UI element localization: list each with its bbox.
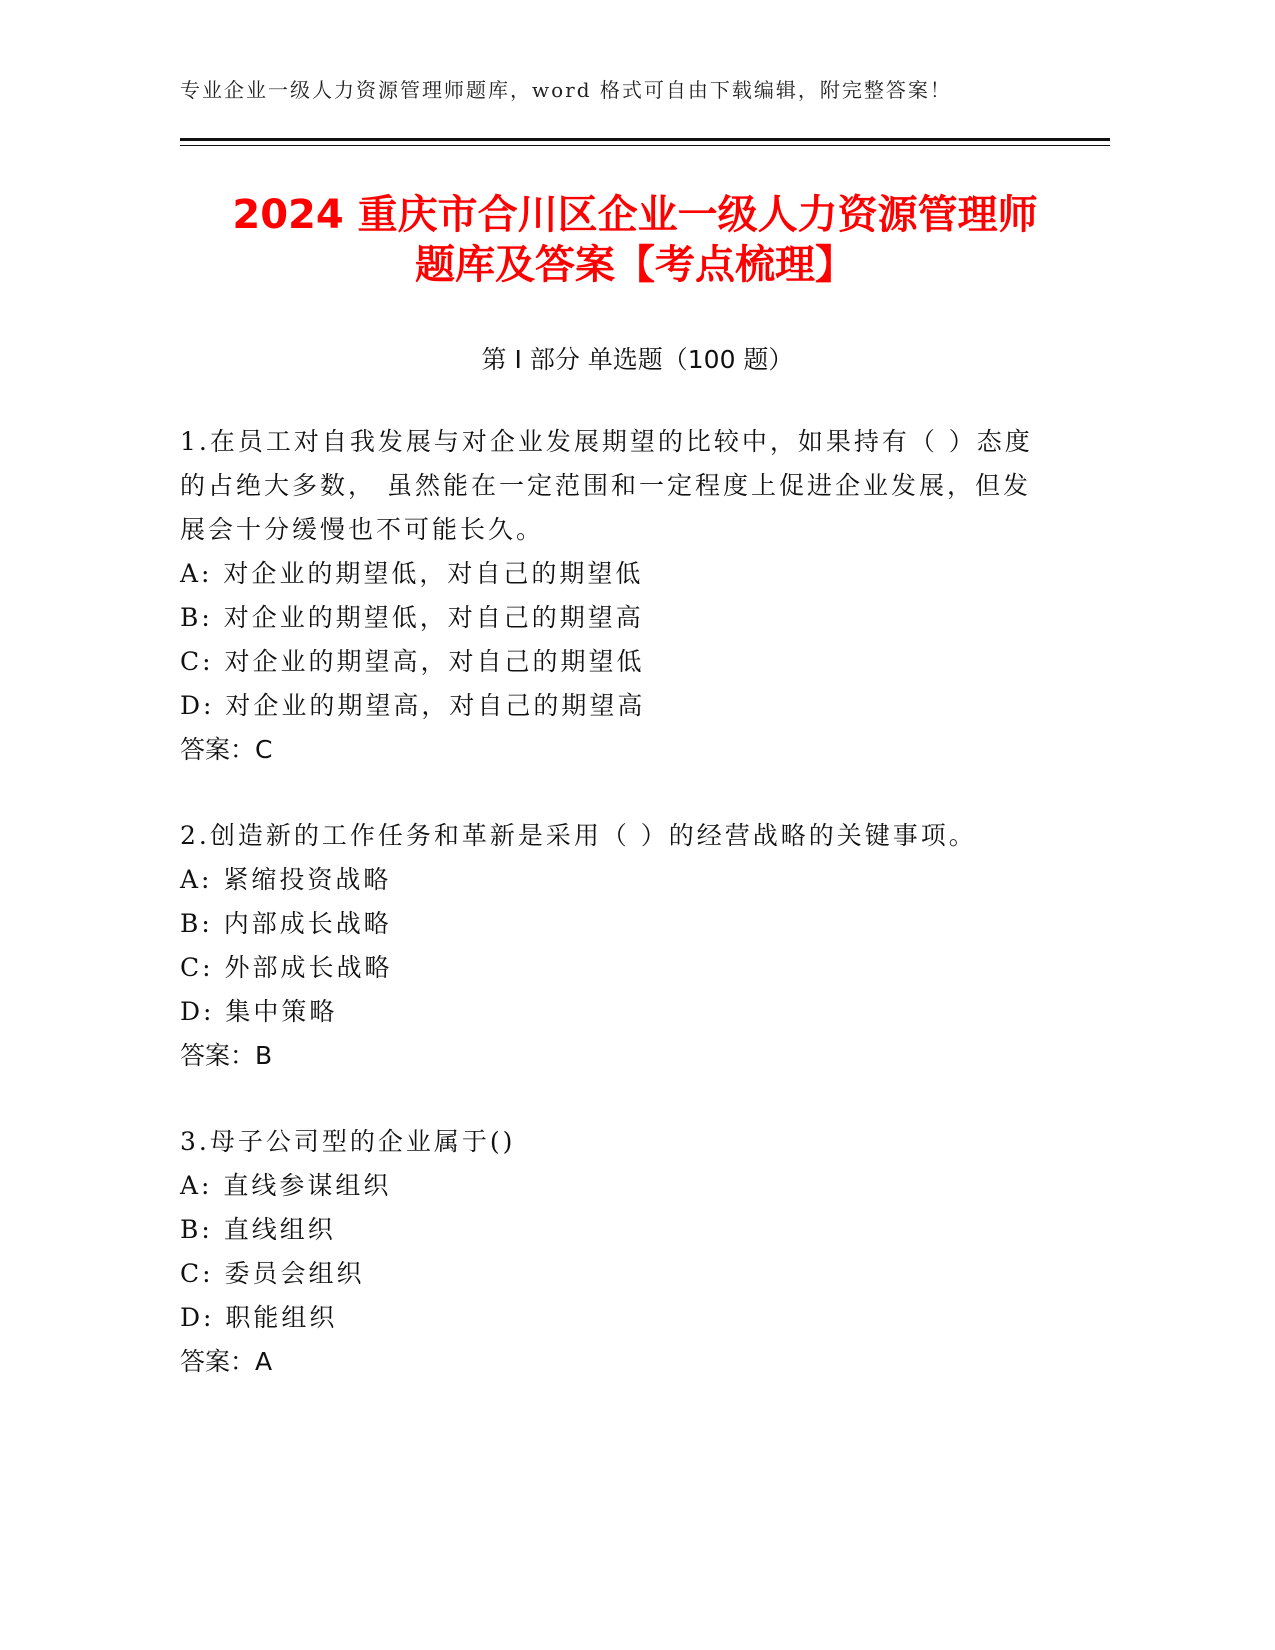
answer: 答案：C: [180, 735, 273, 764]
question-2: [180, 814, 1040, 1078]
option-c: C: 对企业的期望高，对自己的期望低: [180, 647, 645, 676]
option-d: D: 职能组织: [180, 1303, 338, 1332]
page-header: 专业企业一级人力资源管理师题库，word 格式可自由下载编辑，附完整答案！: [180, 78, 952, 102]
option-b: B: 内部成长战略: [180, 909, 392, 938]
question-3: [180, 1120, 1040, 1384]
document-title-line-2: 题库及答案【考点梳理】: [415, 242, 855, 288]
option-d: D: 对企业的期望高，对自己的期望高: [180, 691, 646, 720]
option-b: B: 直线组织: [180, 1215, 336, 1244]
document-title: [150, 190, 1120, 290]
option-c: C: 委员会组织: [180, 1259, 365, 1288]
header-rule-thick: [180, 138, 1110, 141]
option-b: B: 对企业的期望低，对自己的期望高: [180, 603, 644, 632]
option-a: A: 紧缩投资战略: [180, 865, 392, 894]
document-title-line-1: 2024 重庆市合川区企业一级人力资源管理师: [232, 192, 1038, 238]
option-a: A: 直线参谋组织: [180, 1171, 392, 1200]
question-list: [180, 420, 1040, 1426]
answer: 答案：B: [180, 1041, 273, 1070]
section-heading: 第 I 部分 单选题（100 题）: [481, 345, 794, 374]
answer: 答案：A: [180, 1347, 273, 1376]
option-c: C: 外部成长战略: [180, 953, 393, 982]
option-a: A: 对企业的期望低，对自己的期望低: [180, 559, 644, 588]
question-text: 2.创造新的工作任务和革新是采用（ ）的经营战略的关键事项。: [180, 821, 977, 850]
header-rule-thin: [180, 145, 1110, 146]
option-d: D: 集中策略: [180, 997, 338, 1026]
question-1: [180, 420, 1040, 772]
question-text: 3.母子公司型的企业属于(): [180, 1127, 516, 1156]
question-text: 1.在员工对自我发展与对企业发展期望的比较中，如果持有（ ）态度的占绝大多数， 虽然能在一定范围和一定程度上促进企业发展，但发展会十分缓慢也不可能长久。: [180, 427, 1033, 544]
